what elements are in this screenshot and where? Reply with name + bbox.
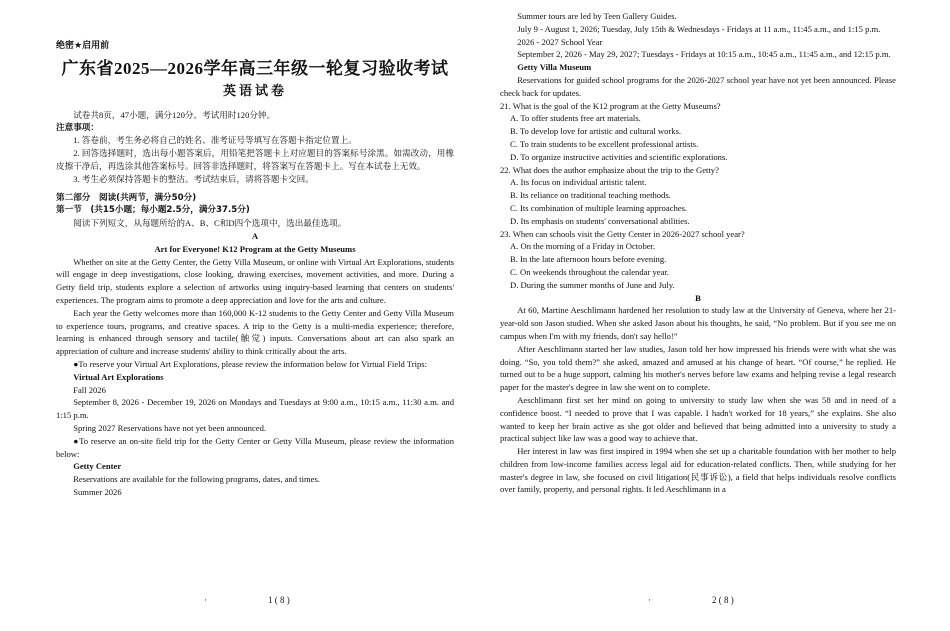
question-21-option-c: C. To train students to be excellent professional artists. [510,138,699,149]
question-21-option-a: A. To offer students free art materials. [510,113,641,124]
virtual-art-heading: Virtual Art Explorations [73,371,164,382]
getty-center-text: Reservations are available for the following programs, dates, and times. [73,474,320,485]
passage-b-paragraph-3: Aeschlimann first set her mind on going to university to study law when she was 58 and in need of a confidence boost. “I needed to prove that I was capable. I hadn't worked for 18 years,” she explains. She also wanted to keep her brain active as she got older and believed that being admitted into a university to study a practical subject like law was a good way to achieve that. [500,394,896,444]
passage-a-paragraph-2: Each year the Getty welcomes more than 160,000 K-12 students to the Getty Center and Getty Villa Museum to experience tours, programs, and creative spaces. A trip to the Getty is a multi-media experience; therefore, learning is enhanced through sensory and tactile(触觉) inputs. Conversations about art can also spark an appreciation of culture and increase students' ability to think critically about the arts. [56,307,454,357]
passage-b-letter: B [695,292,701,303]
question-21-option-b: B. To develop love for artistic and cultural works. [510,126,682,137]
passage-b-paragraph-4: Her interest in law was first inspired in 1994 when she set up a charitable foundation with her mother to help children from low-income families access legal aid for education-related conflicts. Then, while studying for her master's degree in law, she focused on civil litigation(民事诉讼), a field that helps individuals resolve conflicts over family, property, and personal rights. It led Aeschlimann in a [500,446,896,495]
question-23-option-c: C. On weekends throughout the calendar year. [510,266,669,277]
question-22-stem: 22. What does the author emphasize about the trip to the Getty? [500,164,719,175]
question-21-option-d: D. To organize instructive activities and scientific explorations. [510,151,728,162]
question-23-option-a: A. On the morning of a Friday in October. [510,241,656,252]
note-1: 1. 答卷前，考生务必将自己的姓名、准考证号等填写在答题卡指定位置上。 [73,135,357,146]
note-3: 3. 考生必须保持答题卡的整洁。考试结束后，请将答题卡交回。 [73,173,314,184]
question-21-stem: 21. What is the goal of the K12 program at the Getty Museums? [500,100,721,111]
page-1-number: 1 ( 8 ) [268,595,290,605]
page-2-column [500,0,896,631]
question-23-stem: 23. When can schools visit the Getty Center in 2026-2027 school year? [500,228,745,239]
note-2: 2. 回答选择题时，选出每小题答案后，用铅笔把答题卡上对应题目的答案标号涂黑。如需改动，用橡皮擦干净后，再选涂其他答案标号。回答非选择题时，将答案写在答题卡上。写在本试卷上无效。 [56,148,454,171]
question-22-option-d: D. Its emphasis on students' conversational abilities. [510,215,690,226]
getty-villa-text: Reservations for guided school programs for the 2026-2027 school year have not yet been announced. Please check back for updates. [500,74,896,98]
exam-info: 试卷共8页，47小题，满分120分。考试用时120分钟。 [73,109,276,120]
spring-2027-note: Spring 2027 Reservations have not yet been announced. [73,422,267,433]
getty-villa-heading: Getty Villa Museum [517,62,592,73]
passage-b-paragraph-1: At 60, Martine Aeschlimann hardened her resolution to study law at the University of Geneva, where her 21-year-old son Jason studied. When she asked Jason about his thoughts, he said, “No problem. But if you see me on campus when I'm with my friends, don't say hello!” [500,305,896,341]
secret-label: 绝密★启用前 [56,41,110,51]
page-2-dot: · [648,595,651,605]
subject-title: 英语试卷 [222,82,287,98]
onsite-trip-bullet: ●To reserve an on-site field trip for the Getty Center or Getty Villa Museum, please review the information below: [56,435,454,459]
page-1-column [56,0,454,631]
school-year-label: 2026 - 2027 School Year [517,36,603,47]
question-22-option-c: C. Its combination of multiple learning approaches. [510,202,688,213]
fall-2026-label: Fall 2026 [73,384,106,395]
summer-tours-note: Summer tours are led by Teen Gallery Guides. [517,11,677,21]
part-2-heading: 第二部分 阅读(共两节，满分50分) [56,192,197,203]
fall-2026-dates: September 8, 2026 - December 19, 2026 on Mondays and Tuesdays at 9:00 a.m., 10:15 a.m., 11:30 a.m. and 1:15 p.m. [56,397,454,421]
virtual-trip-bullet: ●To reserve your Virtual Art Explorations, please review the information below for Virtual Field Trips: [73,358,428,369]
question-22-option-a: A. Its focus on individual artistic talent. [510,177,647,188]
notes-heading: 注意事项： [56,122,99,133]
section-1-heading: 第一节 (共15小题；每小题2.5分，满分37.5分) [56,205,250,216]
summer-dates: July 9 - August 1, 2026; Tuesday, July 15th & Wednesdays - Fridays at 11 a.m., 11:45 a.m., and 1:15 p.m. [517,23,881,34]
passage-a-title: Art for Everyone! K12 Program at the Getty Museums [154,243,356,254]
question-23-option-d: D. During the summer months of June and July. [510,279,675,290]
getty-center-heading: Getty Center [73,461,122,472]
page-1-dot: · [204,595,207,605]
summer-2026-label: Summer 2026 [73,486,122,497]
exam-title: 广东省2025—2026学年高三年级一轮复习验收考试 [61,58,449,78]
reading-instructions: 阅读下列短文，从每题所给的A、B、C和D四个选项中，选出最佳选项。 [73,218,347,229]
question-22-option-b: B. Its reliance on traditional teaching methods. [510,190,671,201]
passage-a-letter: A [251,230,259,241]
passage-b-paragraph-2: After Aeschlimann started her law studies, Jason told her how impressed his friends were with what she was doing. “So, you told them?” she asked, amazed and amused at his change of heart. “Of course,” he replied. He turned out to be a huge support, calming his mother's nerves before law exams and helping revise a legal research paper for the master's degree in law she went on to complete. [500,343,896,393]
school-year-dates: September 2, 2026 - May 29, 2027; Tuesdays - Fridays at 10:15 a.m., 10:45 a.m., 11:45 a.m., and 12:15 p.m. [517,49,891,60]
page-2-number: 2 ( 8 ) [712,595,734,605]
passage-a-paragraph-1: Whether on site at the Getty Center, the Getty Villa Museum, or online with Virtual Art Explorations, students will engage in deep investigations, close looking, drawing exercises, movement activities, and more. During a Getty field trip, students explore a selection of artworks using inquiry-based learning that centers on students' experiences. The program aims to promote a deep appreciation and love for the arts and culture. [56,256,454,305]
question-23-option-b: B. In the late afternoon hours before evening. [510,254,667,265]
